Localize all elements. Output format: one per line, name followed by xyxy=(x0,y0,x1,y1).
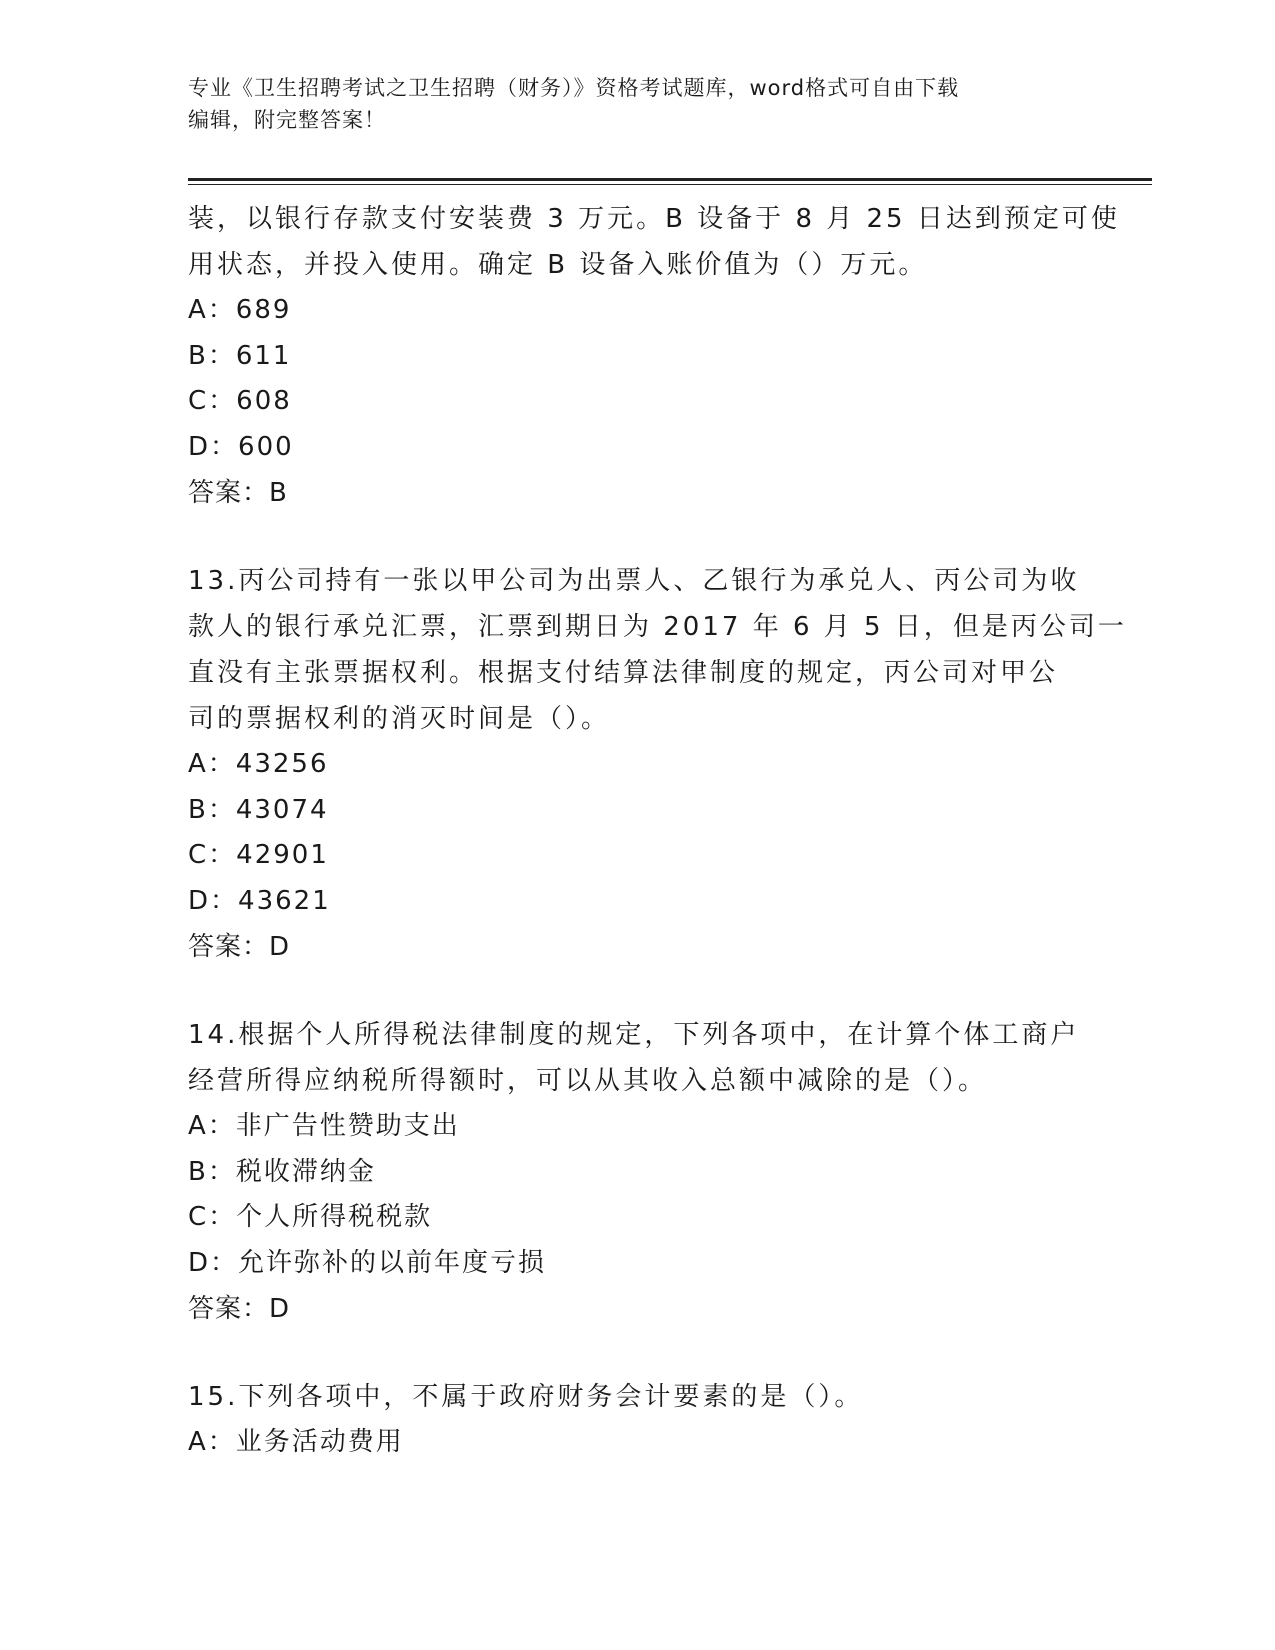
option-d: D：允许弥补的以前年度亏损 xyxy=(188,1247,547,1278)
question-15 xyxy=(188,1374,1088,1466)
answer-text: 答案：D xyxy=(188,1294,291,1324)
option-a: A：689 xyxy=(188,295,292,325)
question-text-line: 用状态，并投入使用。确定 B 设备入账价值为（）万元。 xyxy=(188,250,928,280)
question-text-line: 13.丙公司持有一张以甲公司为出票人、乙银行为承兑人、丙公司为收 xyxy=(188,566,1080,596)
header-divider-thin xyxy=(188,184,1152,185)
option-c: C：个人所得税税款 xyxy=(188,1202,433,1232)
question-text-line: 款人的银行承兑汇票，汇票到期日为 2017 年 6 月 5 日，但是丙公司一 xyxy=(188,612,1127,642)
answer-text: 答案：D xyxy=(188,932,291,962)
question-text-line: 装，以银行存款支付安装费 3 万元。B 设备于 8 月 25 日达到预定可使 xyxy=(188,204,1120,234)
option-a: A：业务活动费用 xyxy=(188,1427,404,1457)
question-12-continuation xyxy=(188,196,1120,516)
question-13 xyxy=(188,558,1127,970)
answer-text: 答案：B xyxy=(188,478,288,508)
question-text-line: 经营所得应纳税所得额时，可以从其收入总额中减除的是（）。 xyxy=(188,1066,988,1096)
option-d: D：600 xyxy=(188,431,294,462)
option-a: A：43256 xyxy=(188,749,329,779)
question-content xyxy=(188,190,1127,1466)
question-text-line: 司的票据权利的消灭时间是（）。 xyxy=(188,704,611,734)
option-d: D：43621 xyxy=(188,885,331,916)
question-text-line: 直没有主张票据权利。根据支付结算法律制度的规定，丙公司对甲公 xyxy=(188,658,1059,688)
question-text-line: 15.下列各项中，不属于政府财务会计要素的是（）。 xyxy=(188,1382,864,1412)
option-c: C：608 xyxy=(188,386,292,416)
option-c: C：42901 xyxy=(188,840,329,870)
header-line-2: 编辑，附完整答案！ xyxy=(188,108,386,132)
header-line-1: 专业《卫生招聘考试之卫生招聘（财务）》资格考试题库，word格式可自由下载 xyxy=(188,76,960,100)
option-a: A：非广告性赞助支出 xyxy=(188,1111,460,1141)
option-b: B：611 xyxy=(188,340,292,371)
option-b: B：税收滞纳金 xyxy=(188,1156,376,1187)
question-text-line: 14.根据个人所得税法律制度的规定，下列各项中，在计算个体工商户 xyxy=(188,1020,1080,1050)
question-14 xyxy=(188,1012,1088,1332)
document-header xyxy=(188,72,1068,136)
header-divider-thick xyxy=(188,178,1152,181)
option-b: B：43074 xyxy=(188,794,329,825)
